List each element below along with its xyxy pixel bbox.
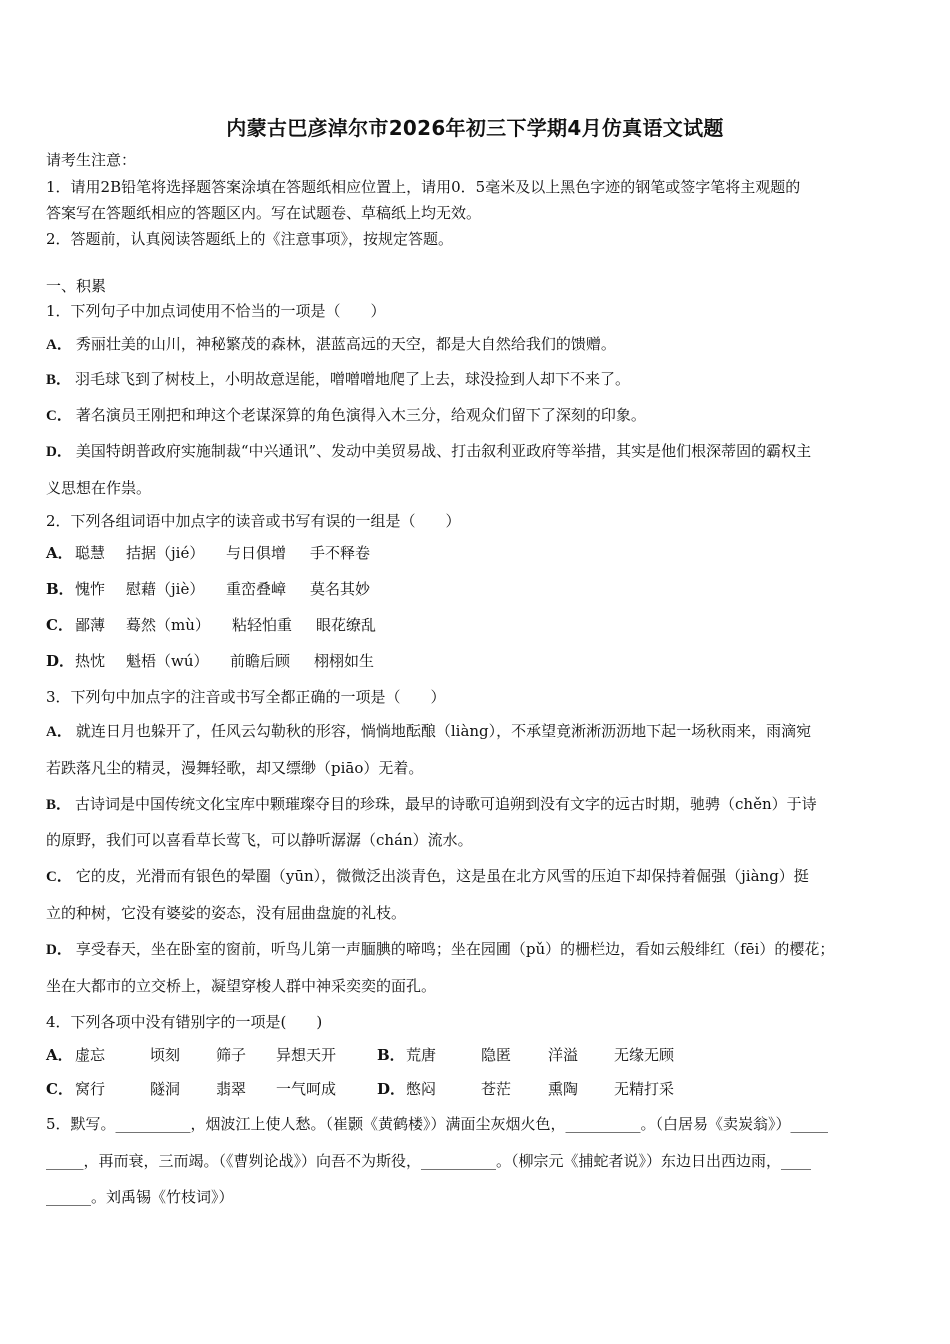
- notice-line-3: 2．答题前，认真阅读答题纸上的《注意事项》，按规定答题。: [46, 230, 454, 248]
- q3-option-d: [46, 939, 834, 960]
- option-label: D．: [46, 942, 72, 958]
- word: 鄙薄: [75, 616, 106, 634]
- word: 荒唐: [406, 1046, 437, 1064]
- option-label: D．: [377, 1080, 406, 1098]
- word: 隧洞: [150, 1080, 181, 1098]
- q1-option-d: [46, 441, 811, 462]
- option-label: B．: [46, 580, 74, 598]
- word: 眼花缭乱: [316, 616, 377, 634]
- word: 重峦叠嶂: [226, 580, 287, 598]
- option-text: 著名演员王刚把和珅这个老谋深算的角色演得入木三分，给观众们留下了深刻的印象。: [75, 406, 646, 424]
- q5-line-2: _____，再而衰，三而竭。（《曹刿论战》）向吾不为斯役，__________。（柳宗元《捕蛇者说》）东边日出西边雨，____: [46, 1152, 812, 1170]
- option-text: 它的皮，光滑而有银色的晕圈（yūn），微微泛出淡青色，这是虽在北方风雪的压迫下却保持着倔强（jiàng）挺: [75, 867, 809, 885]
- word: 洋溢: [548, 1046, 579, 1064]
- q1-option-c: [46, 405, 646, 426]
- option-label: A．: [46, 337, 72, 353]
- q5-line-1: 5．默写。__________，烟波江上使人愁。（崔颢《黄鹤楼》）满面尘灰烟火色，__________。（白居易《卖炭翁》）_____: [46, 1115, 829, 1133]
- word: 窝行: [75, 1080, 106, 1098]
- q3-option-a-cont: 若跌落凡尘的精灵，漫舞轻歌，却又缥缈（piāo）无着。: [46, 759, 424, 777]
- word: 无缘无顾: [614, 1046, 675, 1064]
- word: 异想天开: [276, 1046, 337, 1064]
- option-label: B．: [377, 1046, 405, 1064]
- word: 苍茫: [481, 1080, 512, 1098]
- word: 蓦然（mù）: [126, 616, 210, 634]
- option-text: 羽毛球飞到了树枝上，小明故意逞能，噌噌噌地爬了上去，球没捡到人却下不来了。: [75, 370, 631, 388]
- word: 熏陶: [548, 1080, 579, 1098]
- q1-option-b: [46, 369, 630, 390]
- option-label: C．: [46, 616, 73, 634]
- q3-option-a: [46, 721, 811, 742]
- q3-option-d-cont: 坐在大都市的立交桥上，凝望穿梭人群中神采奕奕的面孔。: [46, 977, 437, 995]
- q4-stem: 4．下列各项中没有错别字的一项是( ): [46, 1013, 323, 1031]
- q3-option-c-cont: 立的种树，它没有婆娑的姿态，没有屈曲盘旋的礼枝。: [46, 904, 407, 922]
- word: 前瞻后顾: [230, 652, 291, 670]
- exam-title: 内蒙古巴彦淖尔市2026年初三下学期4月仿真语文试题: [226, 116, 724, 140]
- word: 手不释卷: [310, 544, 371, 562]
- option-label: C．: [46, 1080, 73, 1098]
- word: 慰藉（jiè）: [126, 580, 205, 598]
- word: 栩栩如生: [314, 652, 375, 670]
- word: 无精打采: [614, 1080, 675, 1098]
- notice-line-1: 1．请用2B铅笔将选择题答案涂填在答题纸相应位置上，请用0．5毫米及以上黑色字迹的钢笔或签字笔将主观题的: [46, 178, 801, 196]
- option-label: B．: [46, 372, 72, 388]
- word: 热忱: [75, 652, 106, 670]
- q3-option-b-cont: 的原野，我们可以喜看草长莺飞，可以静听潺潺（chán）流水。: [46, 831, 473, 849]
- q2-stem: 2．下列各组词语中加点字的读音或书写有误的一组是（ ）: [46, 512, 461, 530]
- option-text: 享受春天，坐在卧室的窗前，听鸟儿第一声腼腆的啼鸣；坐在园圃（pǔ）的栅栏边，看如云般绯红（fēi）的樱花；: [75, 940, 835, 958]
- option-label: B．: [46, 797, 72, 813]
- word: 顷刻: [150, 1046, 181, 1064]
- word: 魁梧（wú）: [126, 652, 209, 670]
- word: 筛子: [216, 1046, 247, 1064]
- word: 聪慧: [75, 544, 106, 562]
- section-heading: 一、积累: [46, 277, 107, 295]
- word: 与日俱增: [226, 544, 287, 562]
- notice-line-2: 答案写在答题纸相应的答题区内。写在试题卷、草稿纸上均无效。: [46, 204, 482, 222]
- option-text: 就连日月也躲开了，任风云勾勒秋的形容，惝惝地酝酿（liàng），不承望竟淅淅沥沥地下起一场秋雨来，雨滴宛: [75, 722, 812, 740]
- q3-option-b: [46, 794, 817, 815]
- option-label: C．: [46, 408, 72, 424]
- option-text: 美国特朗普政府实施制裁“中兴通讯”、发动中美贸易战、打击叙利亚政府等举措，其实是他们根深蒂固的霸权主: [75, 442, 812, 460]
- q1-stem: 1．下列句子中加点词使用不恰当的一项是（ ）: [46, 302, 386, 320]
- option-label: A．: [46, 724, 72, 740]
- option-label: A．: [46, 544, 73, 562]
- option-label: D．: [46, 652, 75, 670]
- q3-stem: 3．下列句中加点字的注音或书写全都正确的一项是（ ）: [46, 688, 446, 706]
- word: 拮据（jié）: [126, 544, 205, 562]
- q3-option-c: [46, 866, 809, 887]
- word: 虚忘: [75, 1046, 106, 1064]
- option-text: 古诗词是中国传统文化宝库中颗璀璨夺目的珍珠，最早的诗歌可追朔到没有文字的远古时期，驰骋（chěn）于诗: [75, 795, 817, 813]
- word: 粘轻怕重: [232, 616, 293, 634]
- word: 愧怍: [75, 580, 106, 598]
- word: 隐匿: [481, 1046, 512, 1064]
- word: 莫名其妙: [310, 580, 371, 598]
- option-label: C．: [46, 869, 72, 885]
- q5-line-3: ______。刘禹锡《竹枝词》）: [46, 1188, 234, 1206]
- option-label: D．: [46, 444, 72, 460]
- q1-option-d-cont: 义思想在作祟。: [46, 479, 152, 497]
- q1-option-a: [46, 334, 616, 355]
- option-label: A．: [46, 1046, 73, 1064]
- word: 憋闷: [406, 1080, 437, 1098]
- notice-heading: 请考生注意：: [46, 151, 137, 169]
- word: 一气呵成: [276, 1080, 337, 1098]
- option-text: 秀丽壮美的山川，神秘繁茂的森林，湛蓝高远的天空，都是大自然给我们的馈赠。: [75, 335, 616, 353]
- word: 翡翠: [216, 1080, 247, 1098]
